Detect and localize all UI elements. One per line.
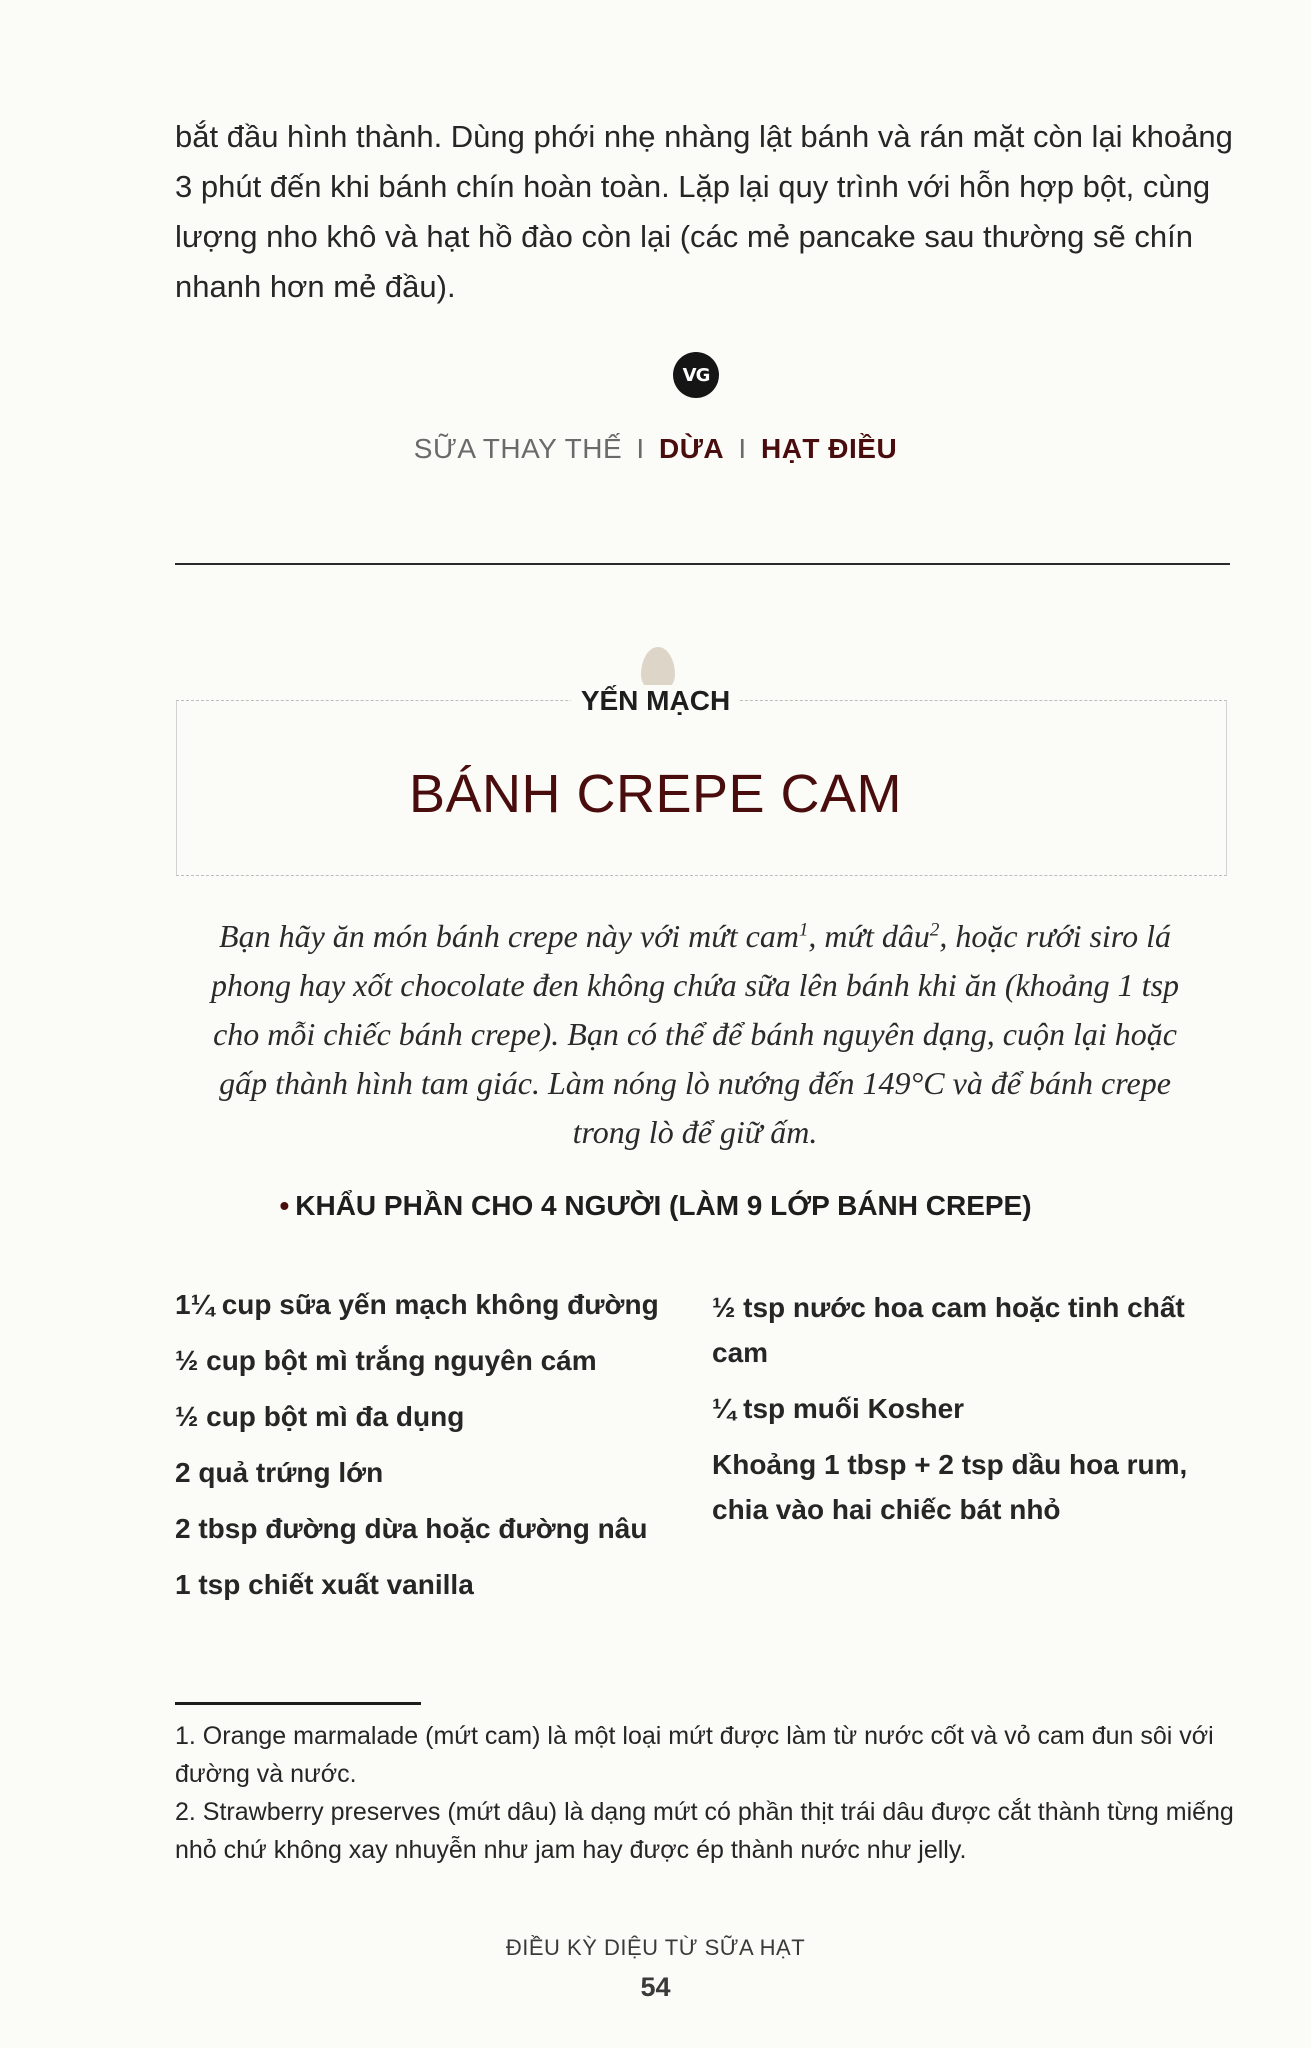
milk-option-cashew: HẠT ĐIỀU bbox=[760, 433, 898, 464]
ingredient-item: ¼ tsp muối Kosher bbox=[712, 1393, 965, 1424]
recipe-title: BÁNH CREPE CAM bbox=[408, 764, 903, 824]
servings-heading bbox=[0, 1190, 1311, 1222]
milk-substitutes-label: SỮA THAY THẾ bbox=[413, 433, 623, 464]
intro-paragraph: bắt đầu hình thành. Dùng phới nhẹ nhàng lật bánh và rán mặt còn lại khoảng 3 phút đến khi bánh chín hoàn toàn. Lặp lại quy trình với hỗn hợp bột, cùng lượng nho khô và hạt hồ đào còn lại (các mẻ pancake sau thường sẽ chín nhanh hơn mẻ đầu). bbox=[175, 119, 1233, 304]
page-number: 54 bbox=[640, 1972, 671, 2002]
ingredients-left-column bbox=[175, 1285, 695, 1621]
footnote-2: 2. Strawberry preserves (mứt dâu) là dạng mứt có phần thịt trái dâu được cắt thành từng miếng nhỏ chứ không xay nhuyễn như jam hay được ép thành nước như jelly. bbox=[175, 1798, 1234, 1864]
ingredient-item: ½ cup bột mì đa dụng bbox=[175, 1401, 465, 1432]
ingredient-item: Khoảng 1 tbsp + 2 tsp dầu hoa rum, chia vào hai chiếc bát nhỏ bbox=[712, 1449, 1188, 1525]
recipe-description bbox=[190, 912, 1200, 1157]
ingredient-item: ½ cup bột mì trắng nguyên cám bbox=[175, 1345, 597, 1376]
servings-text: KHẨU PHẦN CHO 4 NGƯỜI (LÀM 9 LỚP BÁNH CREPE) bbox=[295, 1190, 1032, 1221]
footnote-ref-1: 1 bbox=[798, 919, 809, 941]
footnote-divider bbox=[175, 1702, 421, 1705]
ingredient-item: ½ tsp nước hoa cam hoặc tinh chất cam bbox=[712, 1292, 1185, 1368]
separator: I bbox=[738, 433, 747, 464]
separator: I bbox=[636, 433, 645, 464]
milk-option-coconut: DỪA bbox=[658, 433, 725, 464]
recipe-category bbox=[0, 685, 1311, 717]
description-text: , hoặc rưới siro lá phong hay xốt chocolate đen không chứa sữa lên bánh khi ăn (khoảng 1 tsp cho mỗi chiếc bánh crepe). Bạn có thể để bánh nguyên dạng, cuộn lại hoặc gấp thành hình tam giác. Làm nóng lò nướng đến 149°C và để bánh crepe trong lò để giữ ấm. bbox=[210, 918, 1180, 1150]
bullet-icon: • bbox=[279, 1190, 290, 1221]
milk-substitutes bbox=[0, 433, 1311, 465]
description-text: Bạn hãy ăn món bánh crepe này với mứt cam bbox=[219, 918, 799, 954]
recipe-kicker: YẾN MẠCH bbox=[571, 685, 740, 716]
ingredients-right-column bbox=[712, 1285, 1232, 1543]
ingredient-item: 2 tbsp đường dừa hoặc đường nâu bbox=[175, 1513, 648, 1544]
description-text: , mứt dâu bbox=[808, 918, 930, 954]
footnote-1: 1. Orange marmalade (mứt cam) là một loại mứt được làm từ nước cốt và vỏ cam đun sôi với đường và nước. bbox=[175, 1722, 1214, 1788]
ingredient-item: 2 quả trứng lớn bbox=[175, 1457, 384, 1488]
ingredient-item: 1 tsp chiết xuất vanilla bbox=[175, 1569, 474, 1600]
vegan-badge-icon bbox=[673, 352, 719, 398]
section-divider bbox=[175, 563, 1230, 565]
running-title: ĐIỀU KỲ DIỆU TỪ SỮA HẠT bbox=[505, 1935, 806, 1960]
badge-label: VG bbox=[682, 364, 710, 386]
footnote-ref-2: 2 bbox=[929, 919, 940, 941]
footnotes bbox=[175, 1717, 1235, 1869]
ingredient-item: 1¼ cup sữa yến mạch không đường bbox=[175, 1289, 659, 1320]
